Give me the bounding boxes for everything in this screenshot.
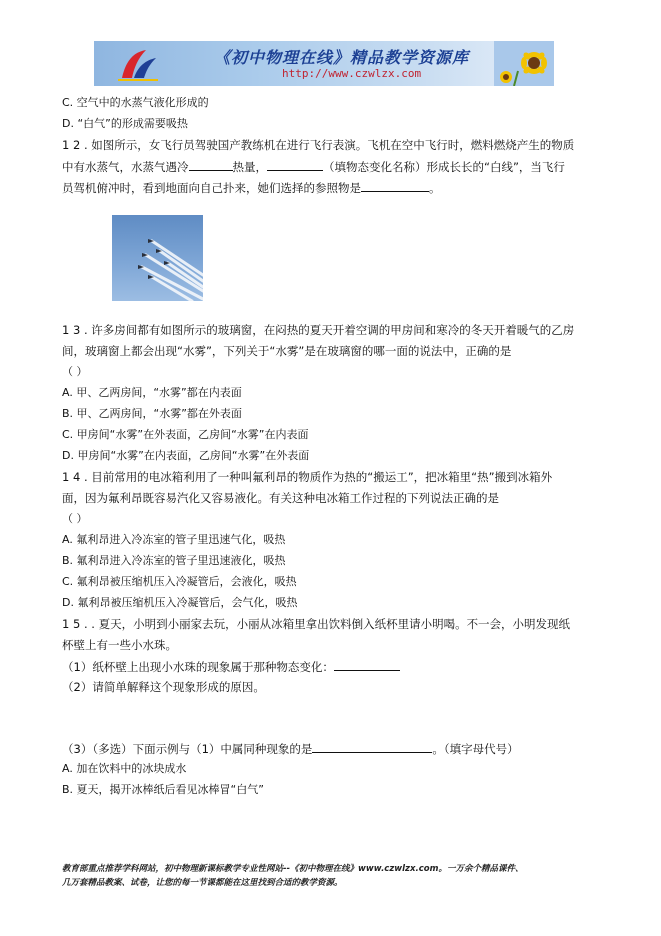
q15-option-b: B. 夏天，揭开冰棒纸后看见冰棒冒“白气” — [62, 783, 264, 796]
q12-blank-3[interactable] — [361, 180, 429, 192]
q13-option-a: A. 甲、乙两房间，“水雾”都在内表面 — [62, 386, 242, 399]
jets-in-sky-photo — [112, 215, 203, 301]
footer-line-1: 教育部重点推荐学科网站，初中物理新课标教学专业性网站--《初中物理在线》www.czwlzx.com。一万余个精品课件、 — [62, 864, 524, 874]
q13-option-c: C. 甲房间“水雾”在外表面，乙房间“水雾”在内表面 — [62, 428, 309, 441]
q13-answer-paren: （ ） — [62, 365, 88, 378]
banner-url: http://www.czwlzx.com — [282, 67, 422, 80]
q12-text-d: 员驾机俯冲时，看到地面向自己扑来，她们选择的参照物是 — [62, 181, 361, 195]
site-logo — [116, 46, 160, 82]
footer-line-2: 几万套精品教案、试卷，让您的每一节课都能在这里找到合适的教学资源。 — [62, 878, 343, 888]
q13-option-d: D. 甲房间“水雾”在内表面，乙房间“水雾”在外表面 — [62, 449, 310, 462]
q12-text-b: 热量， — [232, 160, 267, 174]
q12-blank-1[interactable] — [189, 159, 233, 171]
q14-option-d: D. 氟利昂被压缩机压入冷凝管后，会气化，吸热 — [62, 596, 298, 609]
q12-text-a: 中有水蒸气，水蒸气遇冷 — [62, 160, 189, 174]
q14-option-b: B. 氟利昂进入冷冻室的管子里迅速液化，吸热 — [62, 554, 286, 567]
option-d-prev: D. “白气”的形成需要吸热 — [62, 117, 188, 130]
q12-text-c: （填物态变化名称）形成长长的“白线”，当飞行 — [323, 160, 565, 174]
q13-option-b: B. 甲、乙两房间，“水雾”都在外表面 — [62, 407, 242, 420]
q14-answer-paren: （ ） — [62, 512, 88, 525]
q15-sub-3 — [62, 741, 519, 756]
q12-line-3 — [62, 180, 441, 195]
q12-text-e: 。 — [429, 181, 441, 195]
q15-sub-1-text: （1）纸杯壁上出现小水珠的现象属于那种物态变化： — [62, 660, 334, 674]
header-banner — [94, 41, 554, 86]
q12-line-1: 1 2 . 如图所示，女飞行员驾驶国产教练机在进行飞行表演。飞机在空中飞行时，燃料燃烧产生的物质 — [62, 138, 575, 152]
q14-line-1: 1 4 . 目前常用的电冰箱利用了一种叫氟利昂的物质作为热的“搬运工”，把冰箱里“热”搬到冰箱外 — [62, 470, 553, 484]
q15-sub-1 — [62, 659, 400, 674]
q15-option-a: A. 加在饮料中的冰块成水 — [62, 762, 187, 775]
q13-line-1: 1 3 . 许多房间都有如图所示的玻璃窗，在闷热的夏天开着空调的甲房间和寒冷的冬天开着暖气的乙房 — [62, 323, 575, 337]
q15-blank-2[interactable] — [312, 741, 432, 753]
q12-line-2 — [62, 159, 565, 174]
jets-illustration — [112, 215, 203, 301]
q14-option-a: A. 氟利昂进入冷冻室的管子里迅速气化，吸热 — [62, 533, 286, 546]
q14-option-c: C. 氟利昂被压缩机压入冷凝管后，会液化，吸热 — [62, 575, 297, 588]
q13-line-2: 间，玻璃窗上都会出现“水雾”，下列关于“水雾”是在玻璃窗的哪一面的说法中，正确的是 — [62, 344, 512, 358]
q15-sub-3-tail: 。（填字母代号） — [432, 742, 519, 756]
q15-sub-2: （2）请简单解释这个现象形成的原因。 — [62, 680, 265, 694]
q14-line-2: 面，因为氟利昂既容易汽化又容易液化。有关这种电冰箱工作过程的下列说法正确的是 — [62, 491, 499, 505]
q15-line-2: 杯壁上有一些小水珠。 — [62, 638, 177, 652]
sunflower-image — [494, 41, 554, 86]
q15-sub-3-text: （3）（多选）下面示例与（1）中属同种现象的是 — [62, 742, 313, 756]
banner-title: 《初中物理在线》精品教学资源库 — [214, 48, 470, 67]
q15-line-1: 1 5 . . 夏天，小明到小丽家去玩，小丽从冰箱里拿出饮料倒入纸杯里请小明喝。不一会，小明发现纸 — [62, 617, 571, 631]
q15-blank-1[interactable] — [334, 659, 400, 671]
option-c-prev: C. 空气中的水蒸气液化形成的 — [62, 96, 209, 109]
q12-blank-2[interactable] — [267, 159, 323, 171]
